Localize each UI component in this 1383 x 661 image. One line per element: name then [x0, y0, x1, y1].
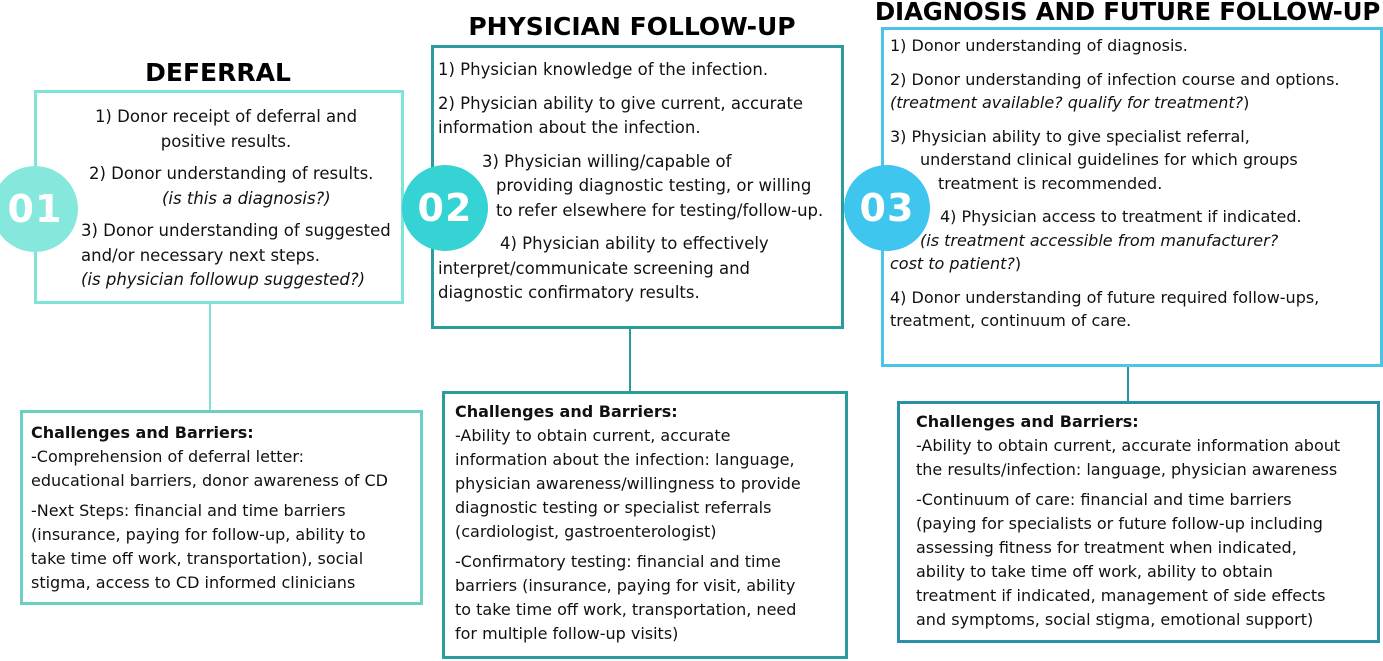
stage-2-challenge-line: -Confirmatory testing: financial and time — [455, 552, 781, 571]
stage-1-item-3-cont: and/or necessary next steps. — [81, 245, 320, 265]
stage-2-challenge-line: physician awareness/willingness to provide — [455, 474, 801, 493]
stage-1-title: DEFERRAL — [145, 58, 291, 87]
stage-1-challenges-box — [20, 410, 423, 605]
stage-3-challenge-line: (paying for specialists or future follow-up including — [916, 514, 1323, 533]
stage-2-item-3-cont: providing diagnostic testing, or willing — [496, 176, 812, 195]
stage-1-challenge-line: -Comprehension of deferral letter: — [31, 447, 305, 466]
stage-3-item-4-note-text: cost to patient? — [890, 254, 1015, 273]
stage-1-challenge-line: -Next Steps: financial and time barriers — [31, 501, 346, 520]
stage-3-number-badge: 03 — [844, 165, 930, 251]
stage-2-challenge-line: barriers (insurance, paying for visit, ability — [455, 576, 796, 595]
stage-2-challenge-line: information about the infection: language, — [455, 450, 795, 469]
stage-1-item-1: 1) Donor receipt of deferral and — [94, 107, 358, 126]
stage-3-item-5: 4) Donor understanding of future required follow-ups, — [890, 287, 1320, 307]
stage-1-connector — [209, 304, 211, 410]
stage-3-item-3-cont: treatment is recommended. — [938, 173, 1163, 193]
stage-3-challenge-line: the results/infection: language, physician awareness — [916, 460, 1338, 479]
stage-3-item-1: 1) Donor understanding of diagnosis. — [890, 36, 1188, 55]
stage-1-item-1-cont: positive results. — [160, 131, 292, 151]
stage-3-item-3: 3) Physician ability to give specialist referral, — [890, 126, 1250, 146]
stage-2-item-4-cont: interpret/communicate screening and — [438, 258, 751, 278]
stage-2-item-2: 2) Physician ability to give current, accurate — [438, 93, 804, 113]
stage-2-challenge-line: for multiple follow-up visits) — [455, 624, 679, 643]
stage-2-item-3: 3) Physician willing/capable of — [482, 151, 732, 171]
stage-3-item-4-note-cont — [890, 252, 1376, 276]
stage-3-item-5-cont: treatment, continuum of care. — [890, 311, 1132, 330]
stage-1-challenge-line: stigma, access to CD informed clinicians — [31, 573, 356, 592]
stage-2-challenges-box — [442, 391, 848, 659]
stage-3-item-4: 4) Physician access to treatment if indicated. — [940, 207, 1302, 226]
stage-3-title: DIAGNOSIS AND FUTURE FOLLOW-UP — [874, 0, 1381, 26]
stage-3-connector — [1127, 367, 1129, 401]
stage-1-number-badge: 01 — [0, 166, 78, 252]
stage-3-item-4-note-close: ) — [1014, 254, 1022, 273]
stage-3-challenge-line: -Continuum of care: financial and time barriers — [916, 490, 1292, 509]
stage-1-item-3-note: (is physician followup suggested?) — [81, 270, 366, 289]
stage-1-item-2: 2) Donor understanding of results. — [89, 164, 374, 183]
stage-3-box — [881, 27, 1383, 367]
stage-3-item-2-note-text: (treatment available? qualify for treatment? — [890, 93, 1244, 112]
stage-3-item-2-note-close: ) — [1243, 93, 1250, 112]
stage-2-challenge-line: to take time off work, transportation, need — [455, 600, 797, 619]
stage-3-challenges-heading: Challenges and Barriers: — [916, 412, 1139, 431]
stage-3-challenge-line: assessing fitness for treatment when indicated, — [916, 538, 1297, 557]
stage-2-item-4-cont: diagnostic confirmatory results. — [438, 283, 700, 302]
stage-2-number-badge: 02 — [402, 165, 488, 251]
stage-2-item-3-cont: to refer elsewhere for testing/follow-up. — [496, 200, 824, 220]
stage-1-challenge-line: take time off work, transportation), social — [31, 549, 364, 568]
stage-3-item-4-note: (is treatment accessible from manufacturer? — [920, 230, 1279, 250]
stage-3-item-2: 2) Donor understanding of infection course and options. — [890, 69, 1340, 89]
stage-3-challenge-line: and symptoms, social stigma, emotional support) — [916, 610, 1314, 629]
stage-3-item-2-note — [890, 91, 1376, 115]
stage-3-item-3-cont: understand clinical guidelines for which groups — [920, 150, 1298, 169]
stage-1-challenge-line: (insurance, paying for follow-up, ability to — [31, 525, 366, 544]
stage-3-challenges-box — [897, 401, 1380, 643]
stage-3-challenge-line: -Ability to obtain current, accurate information about — [916, 436, 1341, 455]
stage-3-challenge-line: ability to take time off work, ability to obtain — [916, 562, 1273, 581]
stage-2-item-2-cont: information about the infection. — [438, 118, 701, 137]
stage-2-challenge-line: -Ability to obtain current, accurate — [455, 426, 731, 445]
stage-2-item-1: 1) Physician knowledge of the infection. — [438, 60, 769, 79]
stage-2-item-4: 4) Physician ability to effectively — [500, 234, 769, 253]
stage-2-challenge-line: diagnostic testing or specialist referrals — [455, 498, 772, 517]
stage-1-challenges-heading: Challenges and Barriers: — [31, 423, 254, 442]
stage-1-item-3: 3) Donor understanding of suggested — [81, 221, 391, 240]
stage-2-box — [431, 45, 844, 329]
stage-2-challenge-line: (cardiologist, gastroenterologist) — [455, 522, 717, 541]
stage-2-connector — [629, 329, 631, 391]
stage-1-item-2-note: (is this a diagnosis?) — [162, 188, 331, 208]
stage-2-title: PHYSICIAN FOLLOW-UP — [468, 12, 796, 41]
stage-3-challenge-line: treatment if indicated, management of side effects — [916, 586, 1326, 605]
stage-1-challenge-line: educational barriers, donor awareness of CD — [31, 471, 388, 490]
stage-1-box — [34, 90, 404, 304]
stage-2-challenges-heading: Challenges and Barriers: — [455, 402, 678, 421]
